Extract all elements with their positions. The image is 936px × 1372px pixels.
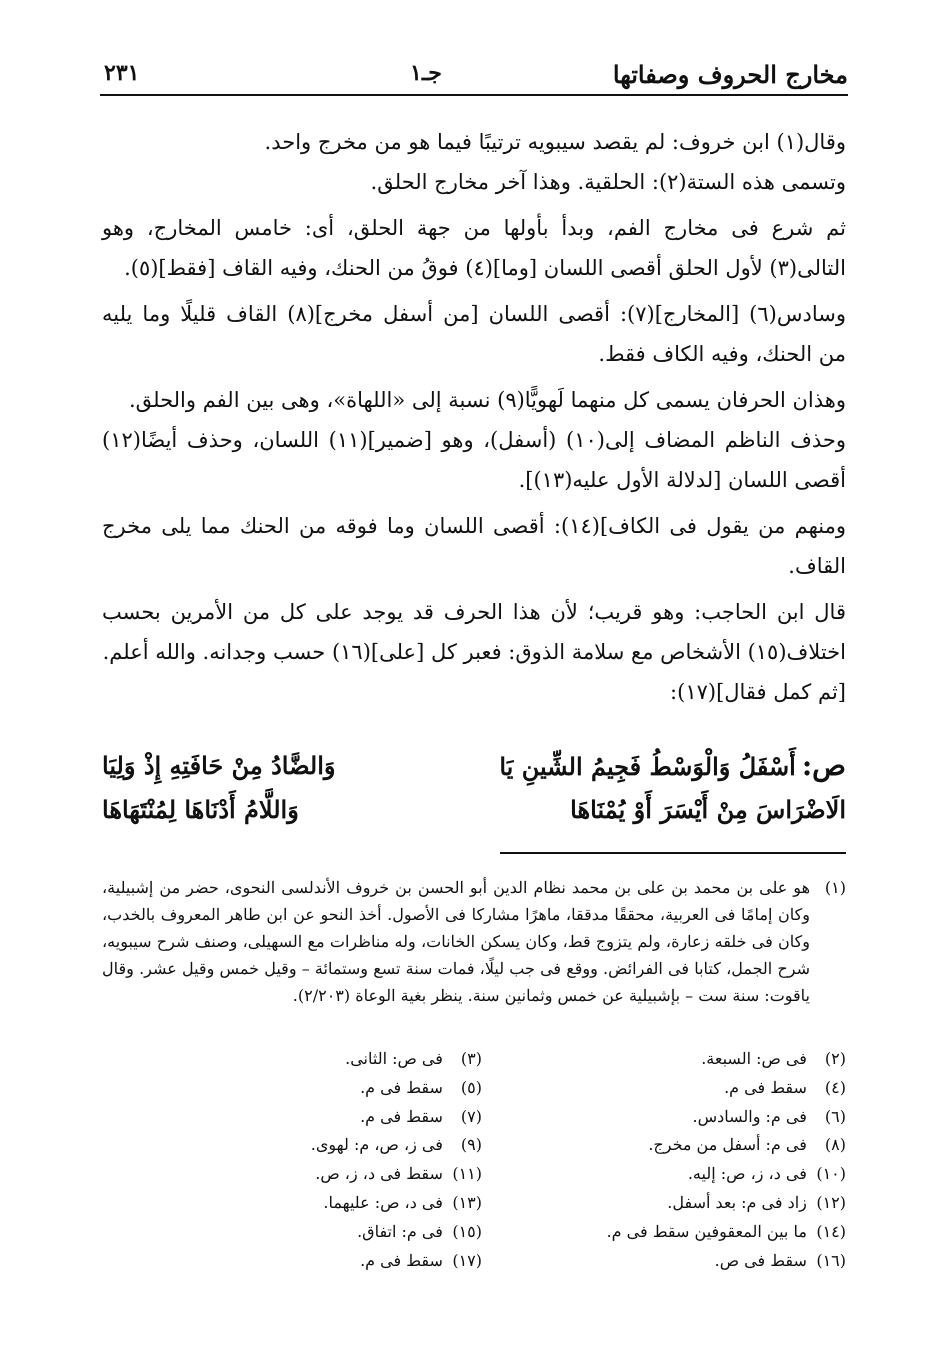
- footnote: (٦) فى م: والسادس.: [692, 1106, 846, 1126]
- footnote-row: [102, 1045, 846, 1074]
- footnote-row: [102, 1074, 846, 1103]
- footnote-1: [102, 874, 846, 1009]
- running-header: [100, 58, 848, 96]
- footnote: (١٠) فى د، ز، ص: إليه.: [687, 1164, 846, 1184]
- paragraph: وحذف الناظم المضاف إلى(١٠) (أسفل)، وهو [ضمير](١١) اللسان، وحذف أيضًا(١٢) أقصى اللسان [لدلالة الأول عليه(١٣)].: [102, 428, 846, 492]
- footnote: (١٧) سقط فى م.: [360, 1250, 482, 1270]
- verse-line: [102, 788, 846, 832]
- verse-hemistich-second: وَالضَّادُ مِنْ حَافَتِهِ إِذْ وَلِيَا: [102, 751, 336, 780]
- footnote-row: [102, 1160, 846, 1189]
- verse-marker: ص:: [801, 749, 846, 782]
- footnotes-grid: [102, 1045, 846, 1275]
- footnote: (١٤) ما بين المعقوفين سقط فى م.: [606, 1221, 846, 1241]
- verse-block: [102, 744, 846, 832]
- verse-hemistich-first: ص:أَسْفَلُ وَالْوَسْطُ فَجِيمُ الشِّينِ يَا: [499, 749, 846, 782]
- paragraph: وقال(١) ابن خروف: لم يقصد سيبويه ترتيبًا فيما هو من مخرج واحد.: [264, 130, 846, 154]
- paragraph: وسادس(٦) [المخارج](٧): أقصى اللسان [من أسفل مخرج](٨) القاف قليلًا وما يليه من الحنك، وفيه الكاف فقط.: [102, 302, 846, 366]
- paragraph: وتسمى هذه الستة(٢): الحلقية. وهذا آخر مخارج الحلق.: [370, 170, 846, 194]
- main-text: [102, 122, 846, 712]
- footnote: (٥) سقط فى م.: [360, 1077, 482, 1097]
- volume-label: جـ١: [410, 60, 442, 86]
- footnote: (١٢) زاد فى م: بعد أسفل.: [667, 1192, 846, 1212]
- verse-hemistich-first: الَاضْرَاسَ مِنْ أَيْسَرَ أَوْ يُمْنَاهَا: [570, 795, 846, 824]
- paragraph: ومنهم من يقول فى الكاف](١٤): أقصى اللسان وما فوقه من الحنك مما يلى مخرج القاف.: [102, 514, 846, 578]
- footnote-row: [102, 1247, 846, 1276]
- footnote: (٩) فى ز، ص، م: لهوى.: [310, 1135, 482, 1155]
- footnote: (٨) فى م: أسفل من مخرج.: [648, 1135, 846, 1155]
- footnote: (٤) سقط فى م.: [724, 1077, 846, 1097]
- footnote: (١٣) فى د، ص: عليهما.: [323, 1192, 482, 1212]
- paragraph: وهذان الحرفان يسمى كل منهما لَهويًّا(٩) نسبة إلى «اللهاة»، وهى بين الفم والحلق.: [128, 388, 846, 412]
- footnote-text: هو على بن محمد بن على بن محمد نظام الدين أبو الحسن بن خروف الأندلسى النحوى، حضر من إشبيلية، وكان إمامًا فى العربية، محققًا مدققا، ماهرًا مشاركا فى الأصول. أخذ النحو عن ابن طاهر المعروف بالخدب، وكان فى خلقه زعارة، ولم يتزوج قط، وكان يسكن الخانات، وله مناظرات مع السهيلى، وصنف شرح سيبويه، شرح الجمل، كتابا فى الفرائض. ووقع فى جب ليلًا، فمات سنة تسع وستمائة – وقيل خمس وقيل عشر. وقال ياقوت: سنة ست – بإشبيلية عن خمس وثمانين سنة. ينظر بغية الوعاة (٢/٢٠٣).: [102, 878, 811, 1005]
- footnote: (١١) سقط فى د، ز، ص.: [315, 1164, 482, 1184]
- footnote-row: [102, 1131, 846, 1160]
- footnote: (١٦) سقط فى ص.: [714, 1250, 846, 1270]
- footnote-row: [102, 1103, 846, 1132]
- paragraph: [ثم كمل فقال](١٧):: [670, 680, 846, 704]
- footnote-row: [102, 1189, 846, 1218]
- footnote-row: [102, 1218, 846, 1247]
- footnote: (٢) فى ص: السبعة.: [701, 1049, 846, 1068]
- footnote: (٣) فى ص: الثانى.: [345, 1049, 482, 1068]
- footnote-separator: [500, 852, 846, 854]
- page-number: ٢٣١: [104, 60, 140, 86]
- paragraph: ثم شرع فى مخارج الفم، وبدأ بأولها من جهة الحلق، أى: خامس المخارج، وهو التالى(٣) لأول الحلق أقصى اللسان [وما](٤) فوقُ من الحنك، وفيه القاف [فقط](٥).: [102, 216, 846, 280]
- paragraph: قال ابن الحاجب: وهو قريب؛ لأن هذا الحرف قد يوجد على كل من الأمرين بحسب اختلاف(١٥) الأشخاص مع سلامة الذوق: فعبر كل [على](١٦) حسب وجدانه. والله أعلم.: [102, 600, 846, 664]
- footnote: (٧) سقط فى م.: [360, 1106, 482, 1126]
- footnote-number: (١): [824, 878, 846, 897]
- chapter-title: مخارج الحروف وصفاتها: [612, 60, 848, 89]
- verse-hemistich-second: وَاللَّامُ أَدْنَاهَا لِمُنْتَهَاهَا: [102, 795, 299, 824]
- verse-line: [102, 744, 846, 788]
- footnote: (١٥) فى م: اتفاق.: [357, 1221, 482, 1241]
